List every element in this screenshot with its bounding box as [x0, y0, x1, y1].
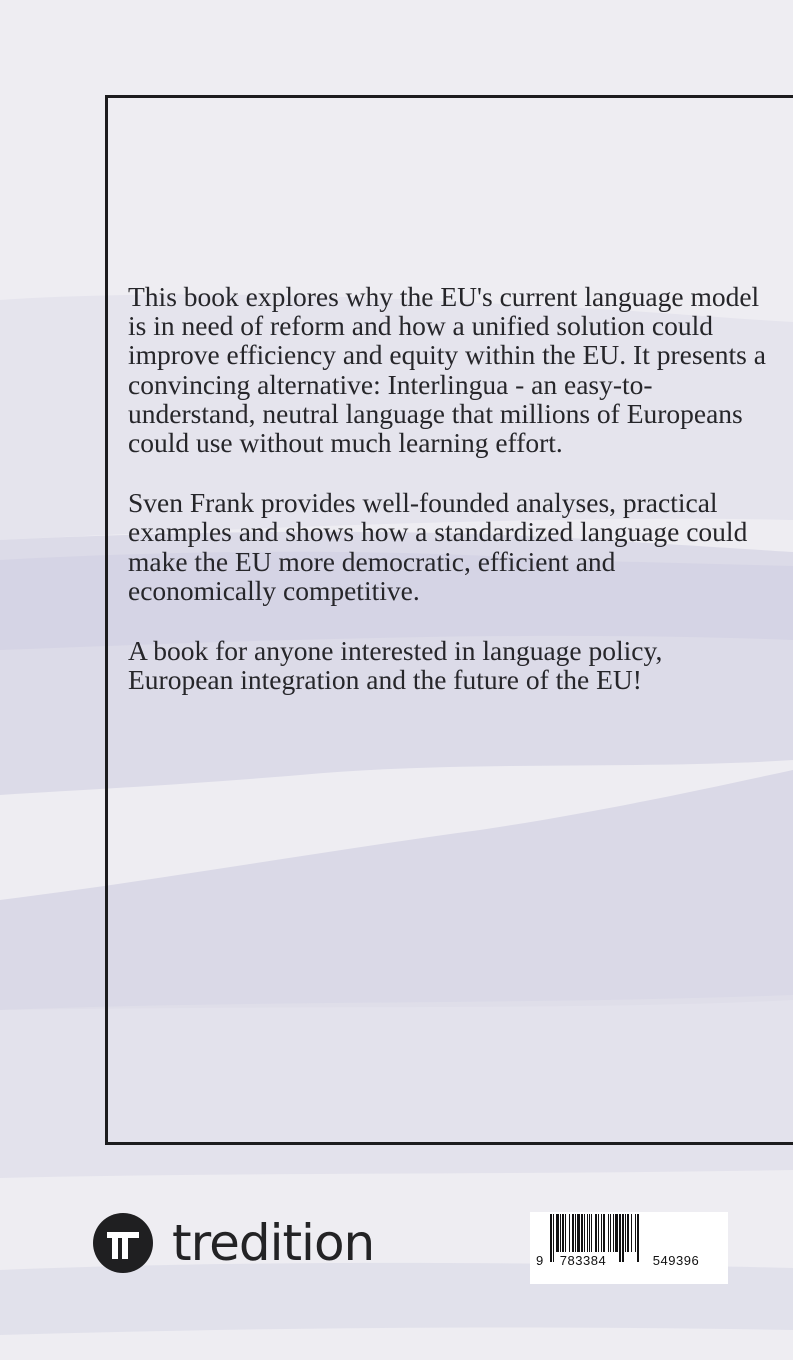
barcode-bar — [595, 1214, 597, 1252]
barcode-bar — [587, 1214, 588, 1252]
barcode-bar — [581, 1214, 583, 1252]
barcode-bar — [601, 1214, 602, 1252]
barcode-bar — [619, 1214, 621, 1262]
barcode-bar — [627, 1214, 629, 1252]
barcode-bar — [562, 1214, 564, 1252]
isbn-barcode — [530, 1212, 728, 1284]
barcode-bar — [569, 1214, 570, 1252]
barcode-bar — [584, 1214, 585, 1252]
barcode-bar — [591, 1214, 592, 1252]
barcode-bar — [610, 1214, 611, 1252]
blurb-text — [128, 282, 768, 725]
barcode-left-group: 783384 — [559, 1253, 607, 1268]
barcode-bars — [530, 1212, 728, 1284]
barcode-bar — [575, 1214, 576, 1252]
barcode-bar — [572, 1214, 574, 1252]
barcode-bar — [635, 1214, 636, 1252]
blurb-paragraph: This book explores why the EU's current language model is in need of reform and how a unified solution could improve efficiency and equity within the EU. It presents a convincing alternative: Interlingua - an easy-to-understand, neutral language that millions of Europeans could use without much learning effort. — [128, 281, 766, 459]
barcode-bar — [631, 1214, 632, 1252]
barcode-bar — [589, 1214, 590, 1252]
blurb-paragraph: A book for anyone interested in language policy, European integration and the future of the EU! — [128, 635, 663, 696]
barcode-bar — [603, 1214, 605, 1252]
barcode-bar — [577, 1214, 580, 1252]
barcode-bar — [560, 1214, 561, 1252]
barcode-bar — [598, 1214, 599, 1252]
publisher-name: tredition — [172, 1214, 375, 1272]
barcode-bar — [637, 1214, 639, 1262]
publisher-logo — [92, 1212, 374, 1274]
barcode-bar — [625, 1214, 626, 1252]
barcode-bar — [608, 1214, 609, 1252]
barcode-bar — [613, 1214, 614, 1252]
barcode-first-digit: 9 — [536, 1253, 544, 1268]
barcode-bar — [622, 1214, 624, 1262]
tredition-logo-icon — [92, 1212, 154, 1274]
barcode-bar — [615, 1214, 618, 1252]
barcode-bar — [556, 1214, 559, 1252]
barcode-bar — [565, 1214, 566, 1252]
barcode-right-group: 549396 — [652, 1253, 700, 1268]
blurb-paragraph: Sven Frank provides well-founded analyses, practical examples and shows how a standardized language could make the EU more democratic, efficient and economically competitive. — [128, 487, 748, 606]
